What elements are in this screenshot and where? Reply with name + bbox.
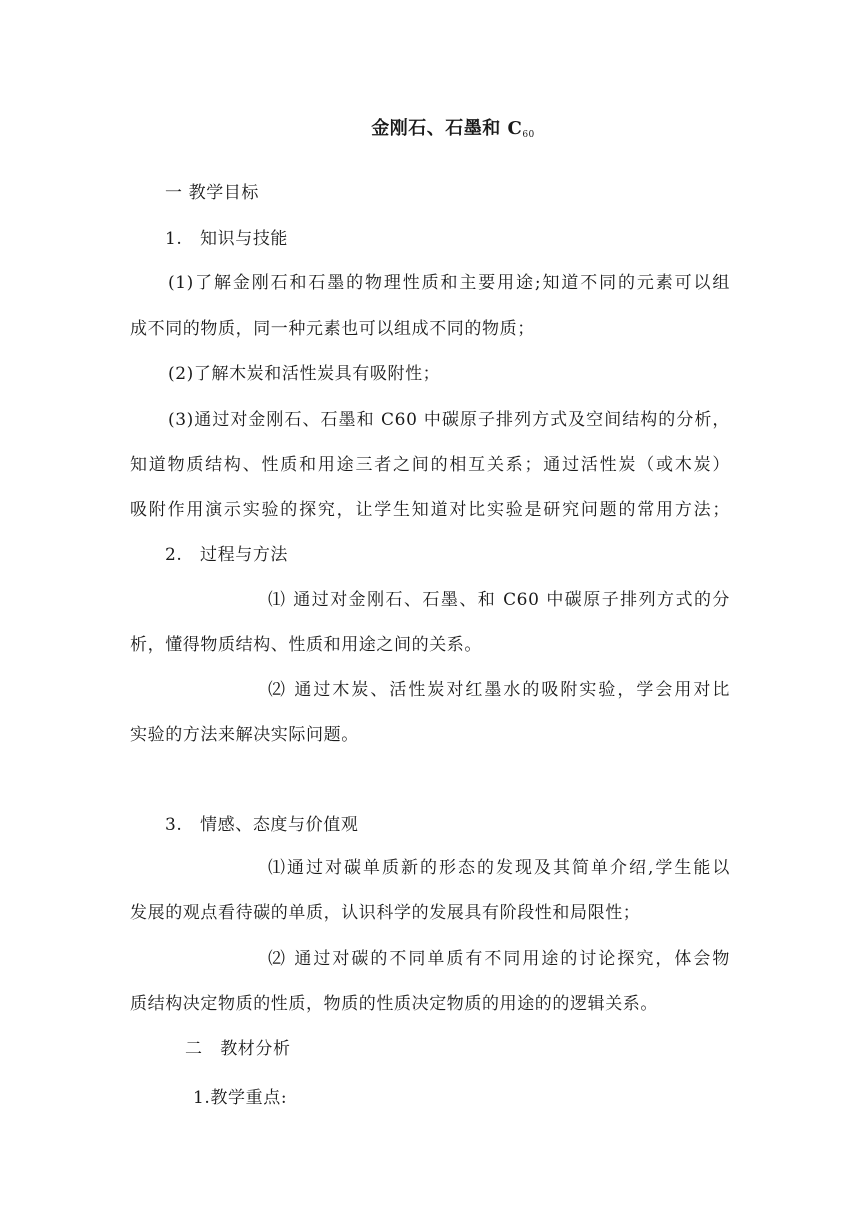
knowledge-item-1-line-2: 成不同的物质，同一种元素也可以组成不同的物质； <box>130 319 535 339</box>
section-1-item-1-heading: 1. 知识与技能 <box>165 229 289 249</box>
attitude-item-2-line-1: ⑵ 通过对碳的不同单质有不同用途的讨论探究，体会物 <box>268 949 730 969</box>
title-main-text: 金刚石、石墨和 C <box>371 118 523 139</box>
knowledge-item-2-line-1: (2)了解木炭和活性炭具有吸附性； <box>168 364 441 384</box>
section-2-item-1-heading: 1.教学重点: <box>193 1088 288 1108</box>
process-item-1-line-2: 析，懂得物质结构、性质和用途之间的关系。 <box>130 635 482 655</box>
knowledge-item-3-line-3: 吸附作用演示实验的探究，让学生知道对比实验是研究问题的常用方法； <box>130 500 730 520</box>
knowledge-item-1-line-1: (1)了解金刚石和石墨的物理性质和主要用途;知道不同的元素可以组 <box>168 273 730 293</box>
title-subscript: 60 <box>522 130 535 140</box>
process-item-2-line-2: 实验的方法来解决实际问题。 <box>130 725 359 745</box>
knowledge-item-3-line-1: (3)通过对金刚石、石墨和 C60 中碳原子排列方式及空间结构的分析， <box>168 410 730 430</box>
section-1-item-3-heading: 3. 情感、态度与价值观 <box>165 815 359 835</box>
process-item-1-line-1: ⑴ 通过对金刚石、石墨、和 C60 中碳原子排列方式的分 <box>268 590 730 610</box>
section-1-heading: 一 教学目标 <box>165 183 260 203</box>
document-title <box>0 114 860 140</box>
section-1-item-2-heading: 2. 过程与方法 <box>165 545 289 565</box>
attitude-item-2-line-2: 质结构决定物质的性质，物质的性质决定物质的用途的的逻辑关系。 <box>130 994 658 1014</box>
knowledge-item-3-line-2: 知道物质结构、性质和用途三者之间的相互关系；通过活性炭（或木炭） <box>130 455 730 475</box>
section-2-heading: 二 教材分析 <box>185 1039 291 1059</box>
attitude-item-1-line-1: ⑴通过对碳单质新的形态的发现及其简单介绍,学生能以 <box>268 858 730 878</box>
process-item-2-line-1: ⑵ 通过木炭、活性炭对红墨水的吸附实验，学会用对比 <box>268 680 730 700</box>
attitude-item-1-line-2: 发展的观点看待碳的单质，认识科学的发展具有阶段性和局限性； <box>130 903 641 923</box>
